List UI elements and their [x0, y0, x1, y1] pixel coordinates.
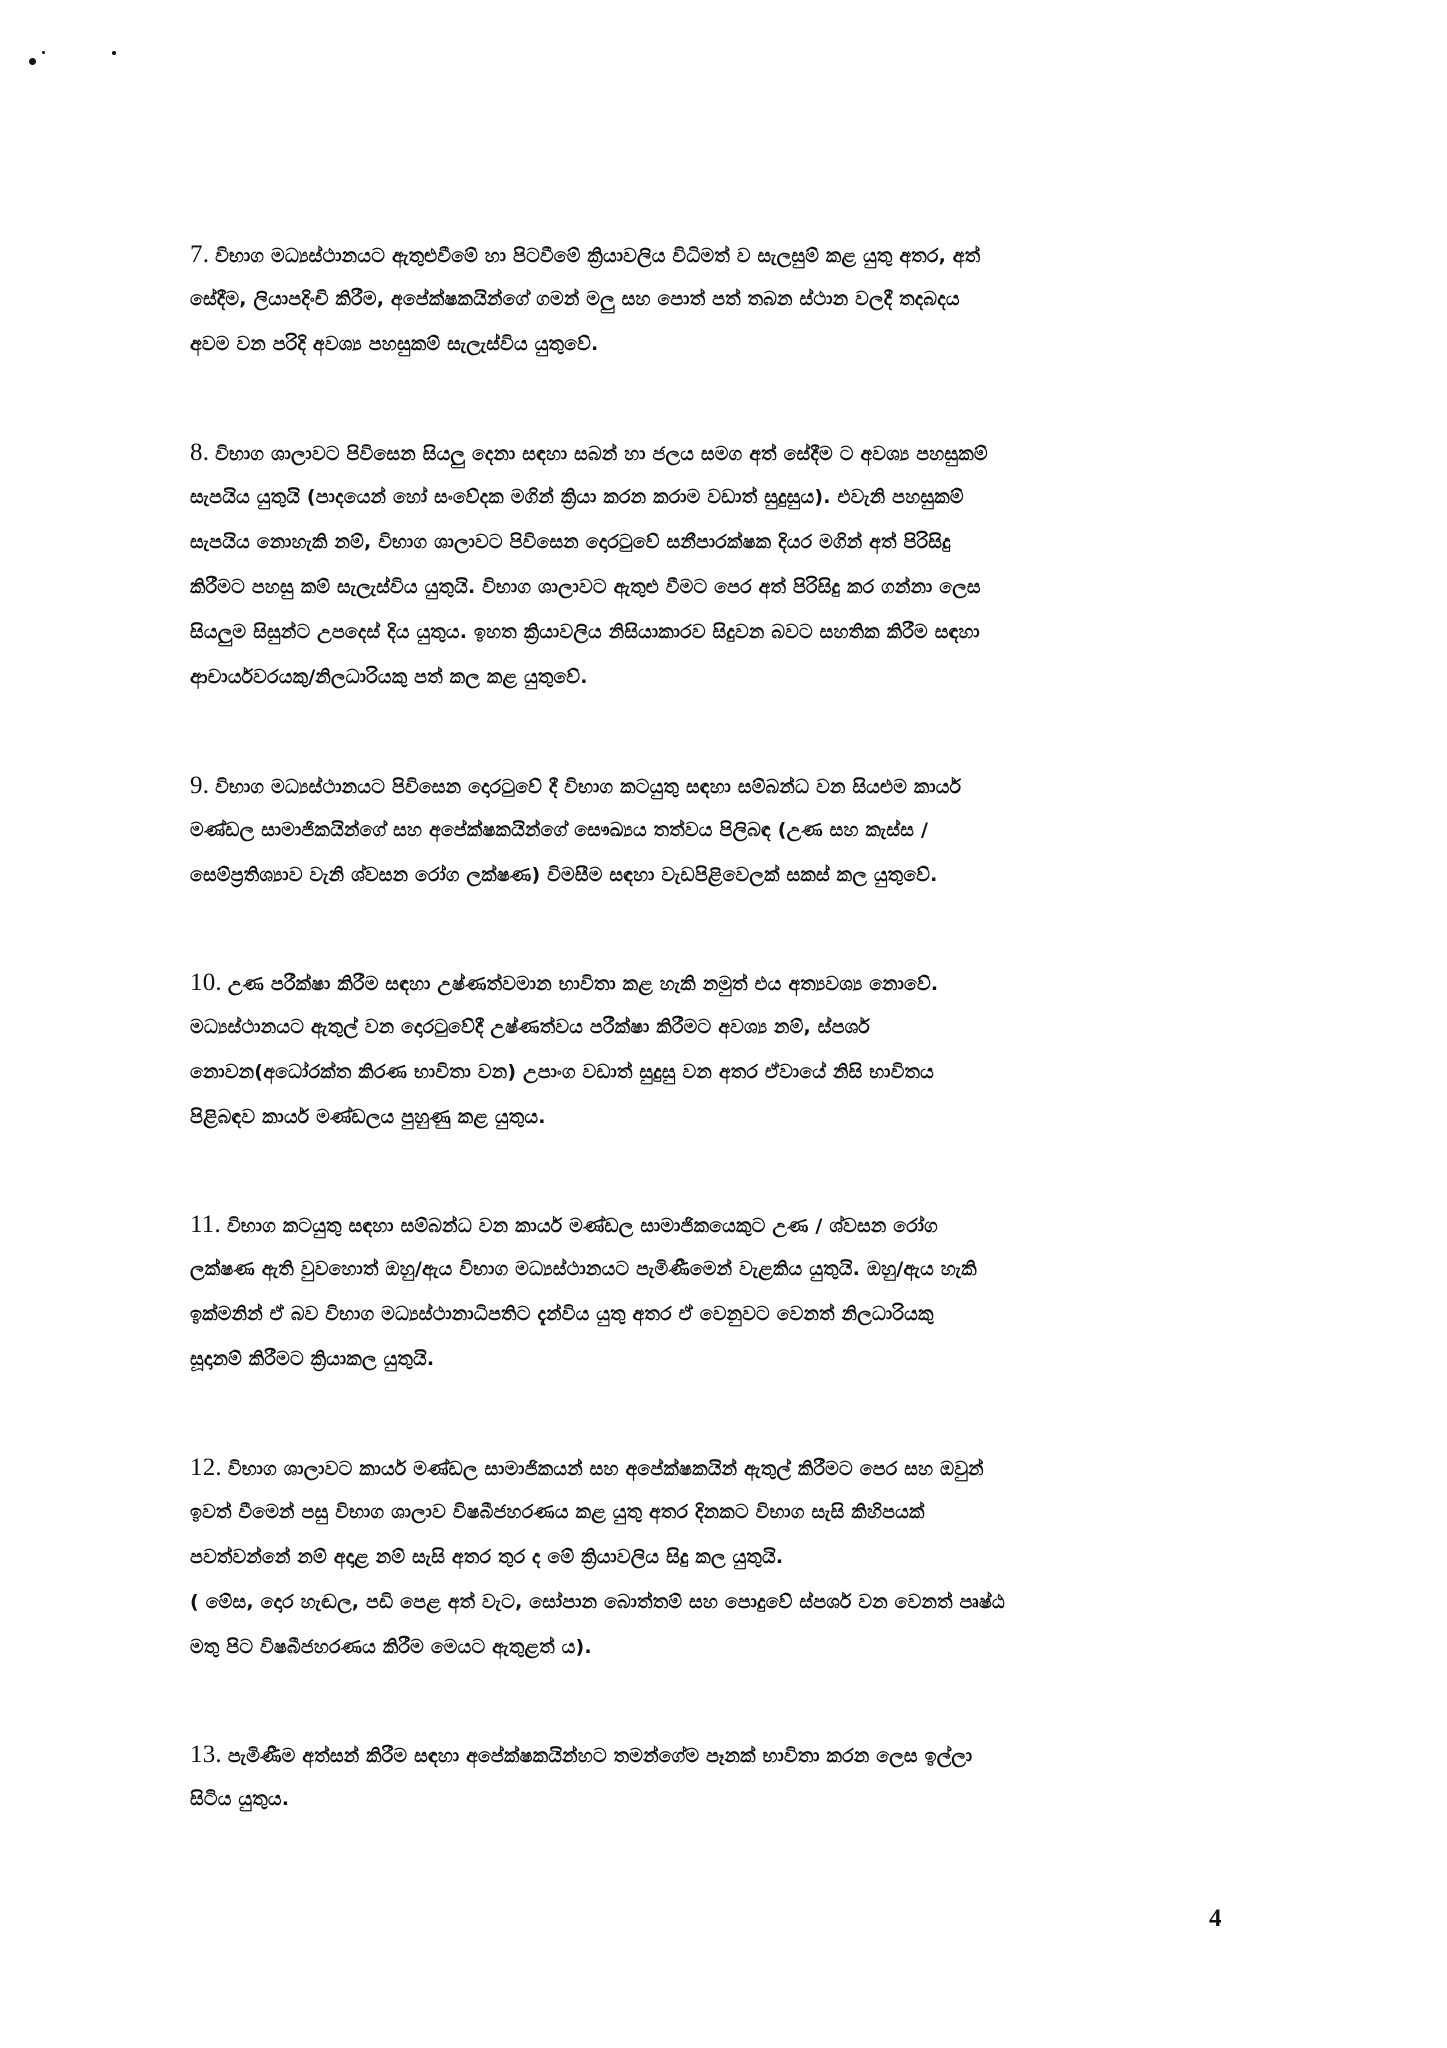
paragraph-line: 7. විභාග මධ්‍යස්ථානයට ඇතුළුවීමේ හා පිටවීමේ ක්‍රියාවලිය විධිමත් ව සැලසුම් කළ යුතු අතර, අත් — [190, 241, 981, 268]
list-item — [190, 430, 1230, 700]
item-number: 11. — [190, 1211, 221, 1238]
page-number: 4 — [1209, 1905, 1222, 1932]
scan-speck — [112, 51, 116, 55]
paragraph-line: 11. විභාග කටයුතු සඳහා සම්බන්ධ වන කාර්ය මණ්ඩල සාමාජිකයෙකුට උණ / ශ්වසන රෝග — [190, 1211, 938, 1238]
paragraph-line: 12. විභාග ශාලාවට කාර්ය මණ්ඩල සාමාජිකයන් සහ අපේක්ෂකයින් ඇතුල් කිරීමට පෙර සහ ඔවුන් — [190, 1454, 984, 1481]
item-number: 9. — [190, 772, 210, 799]
paragraph-line: සැපයිය යුතුයි (පාදයෙන් හෝ සංවේදක මගින් ක්‍රියා කරන කරාම වඩාත් සුදුසුය). එවැනි පහසුකම් — [190, 486, 964, 508]
paragraph-line: සූදානම් කිරීමට ක්‍රියාකල යුතුයි. — [190, 1348, 435, 1370]
paragraph-line: සියලුම සිසුන්ට උපදෙස් දිය යුතුය. ඉහත ක්‍රියාවලිය නිසියාකාරව සිදුවන බවට සහතික කිරීම සඳහා — [190, 621, 980, 643]
list-item — [190, 1202, 1230, 1382]
scan-speck — [29, 58, 36, 65]
paragraph-line: සැපයිය නොහැකි නම්, විභාග ශාලාවට පිවිසෙන දොරටුවේ සනීපාරක්ෂක දියර මගින් අත් පිරිසිදු — [190, 531, 951, 553]
paragraph-line: 9. විභාග මධ්‍යස්ථානයට පිවිසෙන දොරටුවේ දී විභාග කටයුතු සඳහා සම්බන්ධ වන සියළුම කාර්ය — [190, 772, 962, 799]
list-item — [190, 960, 1230, 1140]
paragraph-line: සෙම්ප්‍රතිශ්‍යාව වැනි ශ්වසන රෝග ලක්ෂණ) විමසීම සඳහා වැඩපිළිවෙලක් සකස් කල යුතුවේ. — [190, 864, 938, 886]
paragraph-line: ආචාර්යවරයකු/නිලධාරියකු පත් කල කළ යුතුවේ. — [190, 666, 588, 688]
paragraph-line: කිරීමට පහසු කම් සැලැස්විය යුතුයි. විභාග ශාලාවට ඇතුළු වීමට පෙර අත් පිරිසිදු කර ගන්නා ලෙස — [190, 576, 981, 598]
item-number: 12. — [190, 1454, 222, 1481]
paragraph-line: පිළිබඳව කාර්ය මණ්ඩලය පුහුණු කළ යුතුය. — [190, 1106, 546, 1128]
paragraph-line: පවත්වන්නේ නම් අදාළ නම් සැසි අතර තුර ද මේ ක්‍රියාවලිය සිදු කල යුතුයි. — [190, 1546, 784, 1568]
paragraph-line: නොවන(අධෝරක්ත කිරණ භාවිතා වන) උපාංග වඩාත් සුදුසු වන අතර ඒවායේ නිසි භාවිතය — [190, 1061, 935, 1083]
list-item — [190, 232, 1230, 367]
paragraph-line: ඉක්මනින් ඒ බව විභාග මධ්‍යස්ථානාධිපතිට දැන්විය යුතු අතර ඒ වෙනුවට වෙනත් නිලධාරියකු — [190, 1303, 934, 1325]
paragraph-line: මතු පිට විෂබීජහරණය කිරීම මෙයට ඇතුළත් ය). — [190, 1636, 592, 1658]
paragraph-line: සිටිය යුතුය. — [190, 1788, 290, 1810]
list-item — [190, 1732, 1230, 1822]
item-number: 7. — [190, 241, 210, 268]
paragraph-line: ඉවත් වීමෙන් පසු විභාග ශාලාව විෂබීජහරණය කළ යුතු අතර දිනකට විභාග සැසි කිහිපයක් — [190, 1501, 925, 1523]
paragraph-line: අවම වන පරිදි අවශ්‍ය පහසුකම් සැලැස්විය යුතුවේ. — [190, 333, 599, 355]
item-number: 13. — [190, 1741, 222, 1768]
paragraph-line: මධ්‍යස්ථානයට ඇතුල් වන දොරටුවේදී උෂ්ණත්වය පරීක්ෂා කිරීමට අවශ්‍ය නම්, ස්පර්ශ — [190, 1016, 870, 1038]
paragraph-line: 13. පැමිණීම අත්සන් කිරීම සඳහා අපේක්ෂකයින්හට තමන්ගේම පෑනක් භාවිතා කරන ලෙස ඉල්ලා — [190, 1741, 973, 1768]
item-number: 8. — [190, 439, 210, 466]
list-item — [190, 763, 1230, 898]
list-item — [190, 1445, 1230, 1670]
paragraph-line: ලක්ෂණ ඇති වුවහොත් ඔහු/ඇය විභාග මධ්‍යස්ථානයට පැමිණීමෙන් වැළකිය යුතුයි. ඔහු/ඇය හැකි — [190, 1258, 977, 1280]
paragraph-line: සේදීම, ලියාපදිංචි කිරීම, අපේක්ෂකයින්ගේ ගමන් මලු සහ පොත් පත් තබන ස්ථාන වලදී තදබදය — [190, 288, 960, 310]
paragraph-line: මණ්ඩල සාමාජිකයින්ගේ සහ අපේක්ෂකයින්ගේ සෞඛ්‍යය තත්වය පිලිබඳ (උණ සහ කැස්ස / — [190, 819, 929, 841]
paragraph-line: 8. විභාග ශාලාවට පිවිසෙන සියලු දෙනා සඳහා සබන් හා ජලය සමග අත් සේදීම ට අවශ්‍ය පහසුකම් — [190, 439, 988, 466]
scan-speck — [42, 51, 45, 54]
paragraph-line: ( මේස, දොර හැඬල, පඩි පෙළ අත් වැට, සෝපාන බොත්තම් සහ පොදුවේ ස්පර්ශ වන වෙනත් පෘෂ්ඨ — [190, 1591, 1005, 1613]
item-number: 10. — [190, 969, 222, 996]
paragraph-line: 10. උණ පරීක්ෂා කිරීම සඳහා උෂ්ණත්වමාන භාවිතා කළ හැකි නමුත් එය අත්‍යවශ්‍ය නොවේ. — [190, 969, 939, 996]
